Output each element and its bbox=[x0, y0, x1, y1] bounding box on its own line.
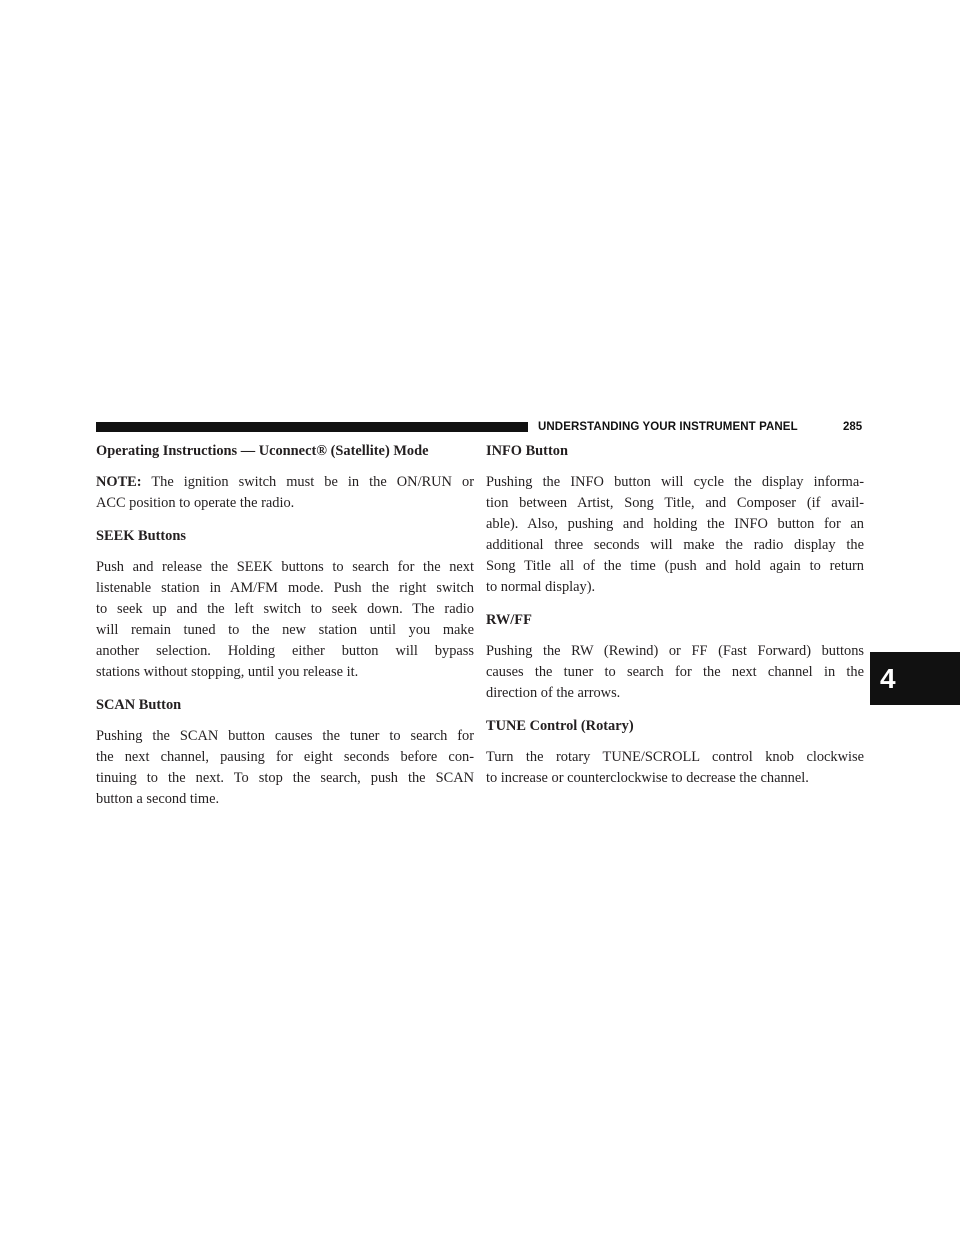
section-heading-tune: TUNE Control (Rotary) bbox=[486, 718, 634, 734]
paragraph-line: Pushing the SCAN button causes the tuner to search for bbox=[96, 728, 474, 744]
paragraph-line: Pushing the RW (Rewind) or FF (Fast Forward) buttons bbox=[486, 643, 864, 659]
left-column bbox=[96, 441, 474, 822]
section-heading-operating-instructions: Operating Instructions — Uconnect® (Satellite) Mode bbox=[96, 443, 429, 459]
paragraph-line: additional three seconds will make the radio display the bbox=[486, 537, 864, 553]
paragraph-line: will remain tuned to the new station until you make bbox=[96, 622, 474, 638]
section-heading-rwff: RW/FF bbox=[486, 612, 532, 628]
chapter-tab: 4 bbox=[870, 652, 960, 705]
paragraph-line: Turn the rotary TUNE/SCROLL control knob clockwise bbox=[486, 749, 864, 765]
running-header-title: UNDERSTANDING YOUR INSTRUMENT PANEL bbox=[538, 421, 798, 433]
page-number: 285 bbox=[843, 421, 863, 433]
paragraph-line: causes the tuner to search for the next channel in the bbox=[486, 664, 864, 680]
paragraph-line: Song Title all of the time (push and hold again to return bbox=[486, 558, 864, 574]
note-line: ACC position to operate the radio. bbox=[96, 495, 295, 511]
right-column bbox=[486, 441, 864, 801]
paragraph-line: able). Also, pushing and holding the INFO button for an bbox=[486, 516, 864, 532]
info-paragraph bbox=[486, 472, 864, 598]
note-paragraph bbox=[96, 472, 474, 514]
paragraph-line: button a second time. bbox=[96, 791, 220, 807]
section-heading-scan: SCAN Button bbox=[96, 697, 182, 713]
paragraph-line: another selection. Holding either button will bypass bbox=[96, 643, 474, 659]
paragraph-line: Pushing the INFO button will cycle the display informa- bbox=[486, 474, 864, 490]
paragraph-line: Push and release the SEEK buttons to search for the next bbox=[96, 559, 474, 575]
paragraph-line: direction of the arrows. bbox=[486, 685, 621, 701]
header-rule bbox=[96, 422, 528, 432]
seek-paragraph bbox=[96, 557, 474, 683]
section-heading-seek: SEEK Buttons bbox=[96, 528, 186, 544]
note-line bbox=[96, 472, 474, 493]
rwff-paragraph bbox=[486, 641, 864, 704]
paragraph-line: stations without stopping, until you release it. bbox=[96, 664, 359, 680]
scan-paragraph bbox=[96, 726, 474, 810]
paragraph-line: tinuing to the next. To stop the search, push the SCAN bbox=[96, 770, 474, 786]
note-label: NOTE: bbox=[96, 474, 142, 490]
paragraph-line: to seek up and the left switch to seek down. The radio bbox=[96, 601, 474, 617]
paragraph-line: to increase or counterclockwise to decrease the channel. bbox=[486, 770, 809, 786]
paragraph-line: the next channel, pausing for eight seconds before con- bbox=[96, 749, 474, 765]
tune-paragraph bbox=[486, 747, 864, 789]
paragraph-line: to normal display). bbox=[486, 579, 596, 595]
paragraph-line: tion between Artist, Song Title, and Composer (if avail- bbox=[486, 495, 864, 511]
section-heading-info: INFO Button bbox=[486, 443, 568, 459]
paragraph-line: listenable station in AM/FM mode. Push the right switch bbox=[96, 580, 474, 596]
note-text: The ignition switch must be in the ON/RUN or bbox=[141, 474, 474, 490]
